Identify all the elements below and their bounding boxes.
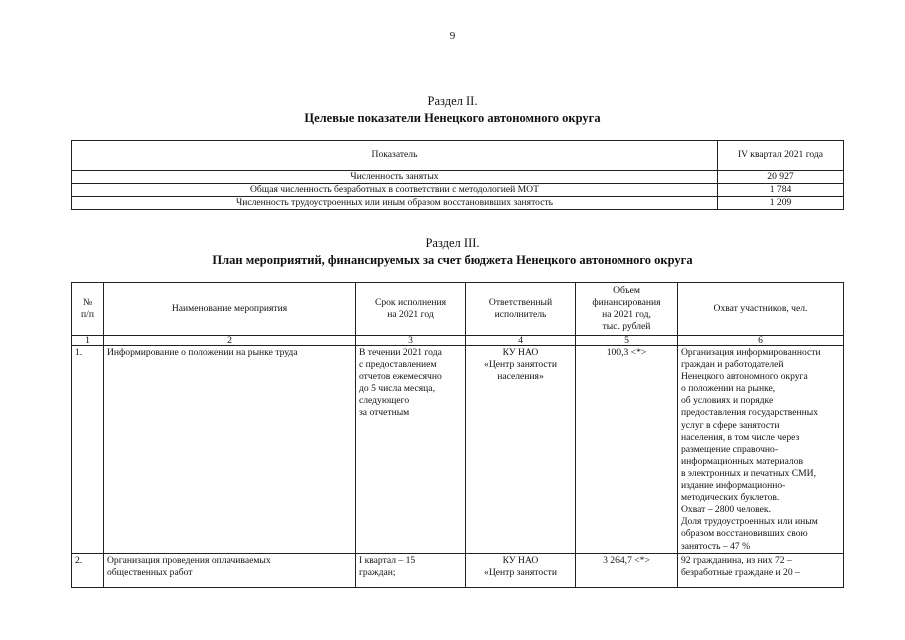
- section3-heading: План мероприятий, финансируемых за счет бюджета Ненецкого автономного округа: [212, 253, 693, 267]
- activity-name: Информирование о положении на рынке труда: [104, 346, 356, 554]
- table-row: [72, 184, 844, 197]
- column-number: 3: [356, 336, 466, 346]
- activity-coverage: 92 гражданина, из них 72 – безработные граждане и 20 –: [678, 553, 844, 587]
- funding-column-header: Объем финансирования на 2021 год, тыс. рублей: [576, 283, 678, 336]
- column-number-row: [72, 336, 844, 346]
- indicators-table: [71, 140, 844, 210]
- activity-term: I квартал – 15 граждан;: [356, 553, 466, 587]
- indicators-header-row: [72, 141, 844, 171]
- section3-title: Раздел III.: [425, 236, 480, 250]
- activity-term: В течении 2021 года с предоставлением отчетов ежемесячно до 5 числа месяца, следующего за отчетным: [356, 346, 466, 554]
- column-number: 5: [576, 336, 678, 346]
- value-cell: 20 927: [718, 171, 844, 184]
- term-column-header: Срок исполнения на 2021 год: [356, 283, 466, 336]
- column-number: 6: [678, 336, 844, 346]
- indicator-column-header: Показатель: [72, 141, 718, 171]
- activity-responsible: КУ НАО «Центр занятости: [466, 553, 576, 587]
- indicator-cell: Общая численность безработных в соответствии с методологией МОТ: [72, 184, 718, 197]
- row-number: 1.: [72, 346, 104, 554]
- row-number: 2.: [72, 553, 104, 587]
- activity-responsible: КУ НАО «Центр занятости населения»: [466, 346, 576, 554]
- activity-name: Организация проведения оплачиваемых общественных работ: [104, 553, 356, 587]
- column-number: 1: [72, 336, 104, 346]
- activity-coverage: Организация информированности граждан и работодателей Ненецкого автономного округа о положении на рынке, об условиях и порядке предоставления государственных услуг в сфере занятости населения, в том числе через размещение справочно- информационных материалов в электронных и печатных СМИ, издание информационно- методических буклетов. Охват – 2800 человек. Доля трудоустроенных или иным образом восстановивших свою занятость – 47 %: [678, 346, 844, 554]
- section2-heading: Целевые показатели Ненецкого автономного округа: [304, 111, 601, 125]
- section2-title: Раздел II.: [427, 94, 478, 108]
- indicator-cell: Численность трудоустроенных или иным образом восстановивших занятость: [72, 197, 718, 210]
- value-cell: 1 784: [718, 184, 844, 197]
- activity-funding: 100,3 <*>: [576, 346, 678, 554]
- num-column-header: № п/п: [72, 283, 104, 336]
- plan-table: [71, 282, 844, 588]
- table-row: [72, 171, 844, 184]
- value-column-header: IV квартал 2021 года: [718, 141, 844, 171]
- table-row: [72, 197, 844, 210]
- coverage-column-header: Охват участников, чел.: [678, 283, 844, 336]
- value-cell: 1 209: [718, 197, 844, 210]
- page-number: 9: [449, 30, 456, 42]
- activity-funding: 3 264,7 <*>: [576, 553, 678, 587]
- name-column-header: Наименование мероприятия: [104, 283, 356, 336]
- column-number: 4: [466, 336, 576, 346]
- plan-header-row: [72, 283, 844, 336]
- table-row: [72, 346, 844, 554]
- indicator-cell: Численность занятых: [72, 171, 718, 184]
- responsible-column-header: Ответственный исполнитель: [466, 283, 576, 336]
- column-number: 2: [104, 336, 356, 346]
- table-row: [72, 553, 844, 587]
